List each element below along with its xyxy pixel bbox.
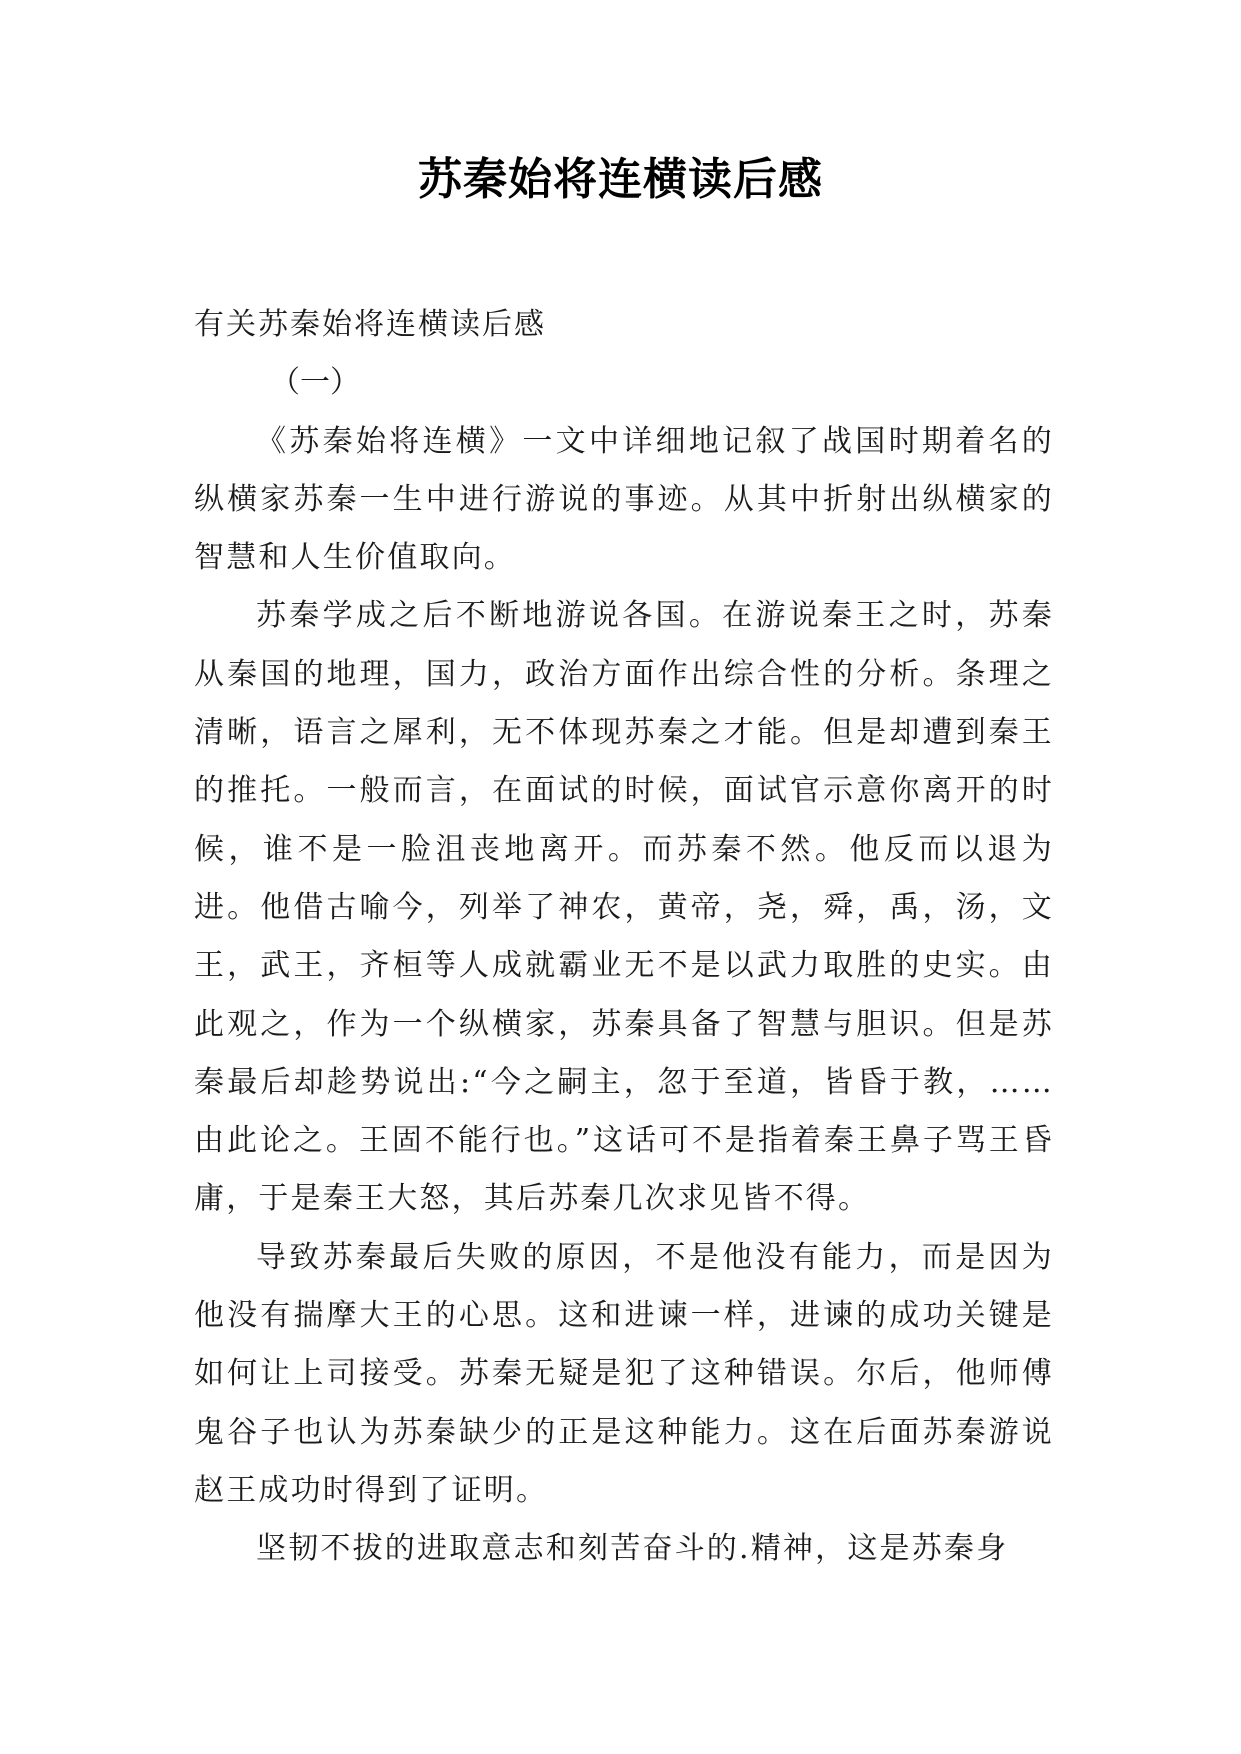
document-subtitle: 有关苏秦始将连横读后感 bbox=[194, 307, 546, 342]
paragraph-3: 导致苏秦最后失败的原因，不是他没有能力，而是因为他没有揣摩大王的心思。这和进谏一样，进谏的成功关键是如何让上司接受。苏秦无疑是犯了这种错误。尔后，他师傅鬼谷子也认为苏秦缺少的正是这种能力。这在后面苏秦游说赵王成功时得到了证明。 bbox=[194, 1239, 1054, 1508]
paragraph-1: 《苏秦始将连横》一文中详细地记叙了战国时期着名的纵横家苏秦一生中进行游说的事迹。从其中折射出纵横家的智慧和人生价值取向。 bbox=[194, 423, 1054, 576]
section-label: （一） bbox=[270, 365, 360, 401]
paragraph-2: 苏秦学成之后不断地游说各国。在游说秦王之时，苏秦从秦国的地理，国力，政治方面作出综合性的分析。条理之清晰，语言之犀利，无不体现苏秦之才能。但是却遭到秦王的推托。一般而言，在面试的时候，面试官示意你离开的时候，谁不是一脸沮丧地离开。而苏秦不然。他反而以退为进。他借古喻今，列举了神农，黄帝，尧，舜，禹，汤，文王，武王，齐桓等人成就霸业无不是以武力取胜的史实。由此观之，作为一个纵横家，苏秦具备了智慧与胆识。但是苏秦最后却趁势说出:“今之嗣主，忽于至道，皆昏于教，……由此论之。王固不能行也。”这话可不是指着秦王鼻子骂王昏庸，于是秦王大怒，其后苏秦几次求见皆不得。 bbox=[194, 598, 1054, 1217]
document-title: 苏秦始将连横读后感 bbox=[418, 154, 823, 205]
document-body bbox=[194, 296, 1054, 1579]
paragraph-4: 坚韧不拔的进取意志和刻苦奋斗的.精神，这是苏秦身 bbox=[256, 1531, 1009, 1567]
